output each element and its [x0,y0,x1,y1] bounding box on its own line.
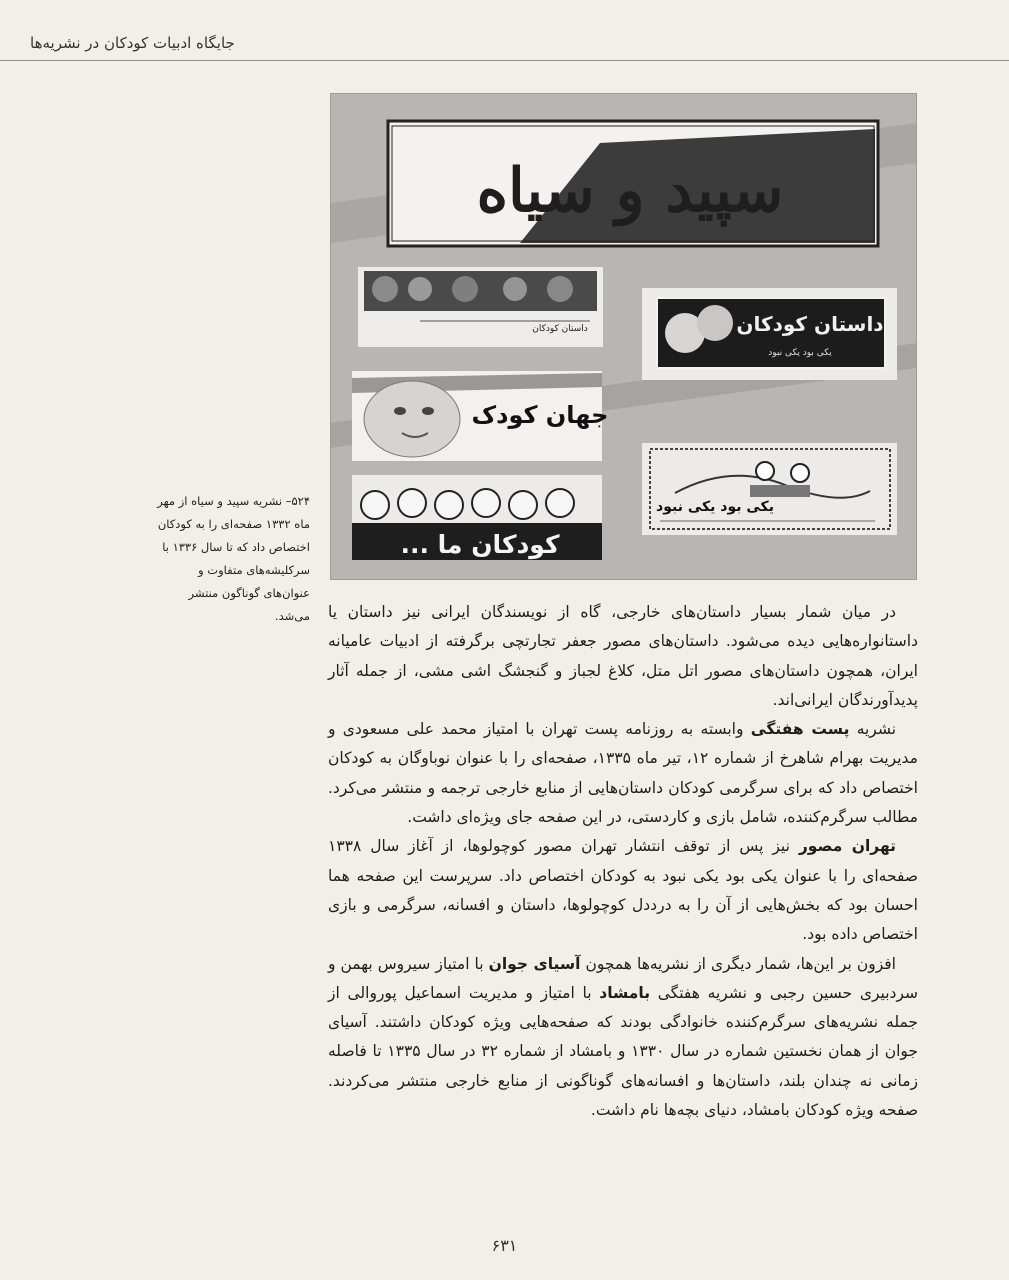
p3-publication-tehran-mosavar: تهران مصور [798,837,896,856]
p4-publication-asia-javan: آسیای جوان [488,954,581,973]
masthead-sepid-siah [388,121,878,246]
p4-part-c: با امتیاز و مدیریت اسماعیل پوروالی از جمله نشریه‌های سرگرم‌کننده خانوادگی بودند که صفحه‌هایی ویژه کودکان داشتند. آسیای جوان از همان نخستین شماره در سال ۱۳۳۰ و بامشاد از شماره ۳۲ در سال ۱۳۳۵ تا فاصله زمانی نه چندان بلند، داستان‌ها و افسانه‌های گوناگونی از منابع خارجی منتشر می‌کردند. صفحه ویژه کودکان بامشاد، دنیای بچه‌ها نام داشت. [328,983,918,1120]
p4-part-a: افزون بر این‌ها، شمار دیگری از نشریه‌ها همچون [585,954,896,973]
running-title: جایگاه ادبیات کودکان در نشریه‌ها [30,34,235,52]
paragraph-3 [328,832,918,949]
page-number: ۶۳۱ [491,1236,518,1255]
p3-rest: نیز پس از توقف انتشار تهران مصور کوچولوها، از آغاز سال ۱۳۳۸ صفحه‌ای را با عنوان یکی بود یکی نبود به کودکان اختصاص داد. سرپرست این صفحه هما احسان بود که بخش‌هایی از آن را به درددل کوچولوها، داستان و افسانه، سرگرمی و بازی اختصاص داده بود. [328,837,918,944]
banner-dastan-koodakan-dark [642,288,897,380]
masthead-title: سپید و سیاه [476,156,784,226]
p4-publication-bamshad: بامشاد [599,983,651,1002]
banner-subtitle-yeki-bood: یکی بود یکی نبود [768,348,832,358]
banner-label-dastan-top: داستان کودکان [532,324,588,334]
banner-jahan-koodak [352,371,608,461]
paragraph-1: در میان شمار بسیار داستان‌های خارجی، گاه از نویسندگان ایرانی نیز داستان یا داستانواره‌هایی دیده می‌شود. داستان‌های مصور جعفر تجارتچی برگرفته از ادبیات عامیانه ایران، همچون داستان‌های مصور اتل متل، کلاغ لجباز و گنجشگ اشی مشی، از جمله آثار پدیدآورندگان ایرانی‌اند. [328,603,918,709]
banner-koodakan-ma [352,475,602,560]
banner-title-jahan-koodak: جهان کودک [471,401,609,429]
figure-caption [150,490,310,628]
banner-title-dastan-koodakan: داستان کودکان [736,312,884,336]
banner-yeki-bood [642,443,897,535]
running-header [0,30,1009,61]
p2-publication-post-haftegi: پست هفتگی [750,720,850,739]
figure-mastheads [330,93,917,580]
paragraph-2 [328,715,918,832]
body-text [328,598,918,1125]
p2-rest: وابسته به روزنامه پست تهران با امتیاز محمد علی مسعودی و مدیریت بهرام شاهرخ از شماره ۱۲، تیر ماه ۱۳۳۵، صفحه‌ای را با عنوان نوباوگان به کودکان اختصاص داد که برای سرگرمی کودکان داستان‌هایی از منابع خارجی ترجمه و منتشر می‌کرد. مطالب سرگرم‌کننده، شامل بازی و کاردستی، در این صفحه جای ویژه‌ای داشت. [328,720,918,827]
caption-text: ۵۲۴– نشریه سپید و سیاه از مهر ماه ۱۳۳۲ صفحه‌ای را به کودکان اختصاص داد که تا سال ۱۳۳۶ با سرکلیشه‌های متفاوت و عنوان‌های گوناگون منتشر می‌شد. [157,494,310,623]
banner-title-koodakan-ma: کودکان ما ... [400,530,560,559]
banner-dastan-koodakan-photo [358,267,603,347]
paragraph-4 [328,950,918,1126]
p4-part-b: با امتیاز سیروس بهمن و سردبیری حسین رجبی و نشریه هفتگی [328,954,918,1002]
banner-title-yeki-bood: یکی بود یکی نبود [656,499,774,515]
p2-lead: نشریه [856,720,897,739]
